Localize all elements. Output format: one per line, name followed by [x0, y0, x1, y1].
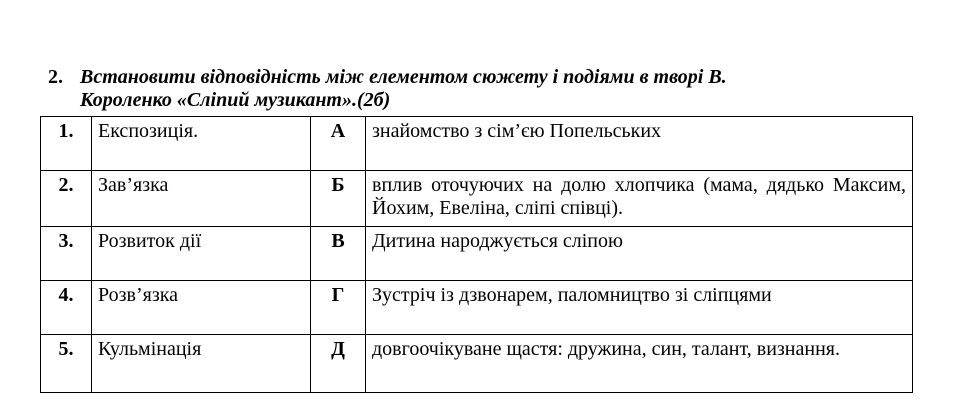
event-text: Дитина народжується сліпою: [366, 227, 913, 281]
table-row: [41, 281, 913, 335]
plot-element: Експозиція.: [92, 117, 311, 171]
plot-element: Зав’язка: [92, 171, 311, 227]
question-line-1: [48, 66, 928, 89]
event-letter: Д: [311, 335, 366, 393]
row-number: 5.: [41, 335, 92, 393]
table-row: [41, 335, 913, 393]
row-number: 1.: [41, 117, 92, 171]
event-letter: Г: [311, 281, 366, 335]
question-heading: [48, 66, 928, 112]
row-number: 3.: [41, 227, 92, 281]
event-text: довгоочікуване щастя: дружина, син, талант, визнання.: [366, 335, 913, 393]
event-letter: В: [311, 227, 366, 281]
question-number: 2.: [48, 66, 63, 88]
event-text: Зустріч із дзвонарем, паломництво зі сліпцями: [366, 281, 913, 335]
event-text: знайомство з сім’єю Попельських: [366, 117, 913, 171]
question-line-2: [48, 89, 928, 112]
row-number: 4.: [41, 281, 92, 335]
row-number: 2.: [41, 171, 92, 227]
matching-table: [40, 116, 913, 393]
plot-element: Кульмінація: [92, 335, 311, 393]
event-letter: Б: [311, 171, 366, 227]
question-text-line-1: Встановити відповідність між елементом сюжету і подіями в творі В.: [80, 66, 727, 88]
table-row: [41, 227, 913, 281]
plot-element: Розвиток дії: [92, 227, 311, 281]
question-text-line-2: Короленко «Сліпий музикант».(2б): [80, 89, 391, 111]
table-row: [41, 171, 913, 227]
event-letter: А: [311, 117, 366, 171]
plot-element: Розв’язка: [92, 281, 311, 335]
event-text: вплив оточуючих на долю хлопчика (мама, дядько Максим, Йохим, Евеліна, сліпі співці).: [366, 171, 913, 227]
table-row: [41, 117, 913, 171]
